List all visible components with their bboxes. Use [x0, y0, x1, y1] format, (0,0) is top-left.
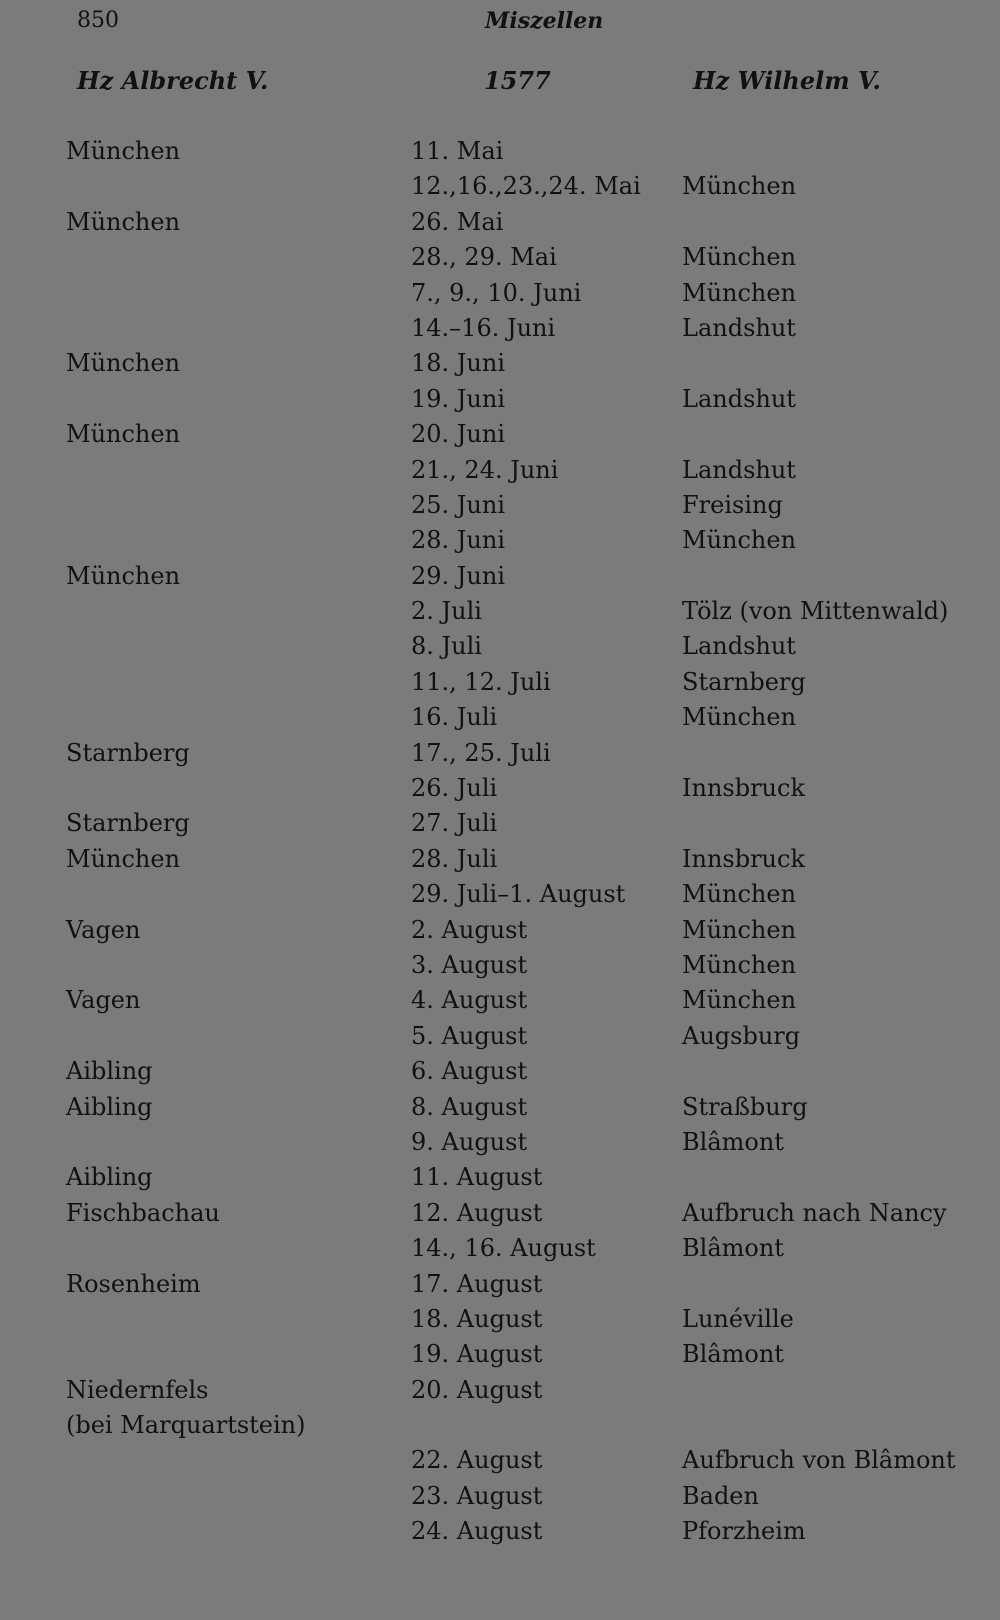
wilhelm-location-cell: Innsbruck: [682, 774, 805, 803]
date-cell: 24. August: [411, 1517, 543, 1546]
date-cell: 5. August: [411, 1021, 528, 1050]
table-row: [0, 1408, 1000, 1443]
date-cell: 7., 9., 10. Juni: [411, 278, 582, 307]
date-cell: 11. August: [411, 1163, 543, 1192]
table-row: [0, 1054, 1000, 1089]
wilhelm-location-cell: Landshut: [682, 632, 796, 661]
running-title: Miszellen: [485, 8, 604, 34]
date-cell: 28., 29. Mai: [411, 243, 557, 272]
table-row: [0, 771, 1000, 806]
date-cell: 18. Juni: [411, 349, 506, 378]
date-cell: 16. Juli: [411, 703, 498, 732]
table-row: [0, 1125, 1000, 1160]
wilhelm-location-cell: München: [682, 915, 797, 944]
albrecht-location-cell: Niedernfels: [66, 1375, 209, 1404]
date-cell: 17., 25. Juli: [411, 738, 551, 767]
date-cell: 11. Mai: [411, 137, 504, 165]
albrecht-location-cell: Starnberg: [66, 738, 190, 767]
table-row: [0, 700, 1000, 735]
wilhelm-location-cell: München: [682, 243, 797, 272]
albrecht-location-cell: Vagen: [66, 915, 141, 944]
date-cell: 3. August: [411, 950, 528, 979]
albrecht-location-cell: München: [66, 561, 181, 590]
table-row: [0, 1302, 1000, 1337]
table-row: [0, 1479, 1000, 1514]
table-row: [0, 311, 1000, 346]
table-row: [0, 1267, 1000, 1302]
table-row: [0, 488, 1000, 523]
date-cell: 23. August: [411, 1481, 543, 1510]
date-cell: 12.,16.,23.,24. Mai: [411, 172, 641, 201]
table-row: [0, 806, 1000, 841]
wilhelm-location-cell: Landshut: [682, 455, 796, 484]
date-cell: 11., 12. Juli: [411, 667, 551, 696]
wilhelm-location-cell: Lunéville: [682, 1304, 794, 1333]
table-row: [0, 382, 1000, 417]
table-row: [0, 736, 1000, 771]
wilhelm-location-cell: Landshut: [682, 384, 796, 413]
date-cell: 8. August: [411, 1092, 528, 1121]
column-header-year: 1577: [484, 66, 551, 95]
albrecht-location-cell: Fischbachau: [66, 1198, 220, 1227]
table-row: [0, 453, 1000, 488]
table-row: [0, 1231, 1000, 1266]
table-row: [0, 1160, 1000, 1195]
date-cell: 27. Juli: [411, 809, 498, 838]
date-cell: 18. August: [411, 1304, 543, 1333]
table-row: [0, 1443, 1000, 1478]
table-row: [0, 665, 1000, 700]
column-header-albrecht: Hz Albrecht V.: [77, 66, 269, 95]
wilhelm-location-cell: Baden: [682, 1481, 759, 1510]
date-cell: 2. Juli: [411, 597, 482, 626]
date-cell: 29. Juni: [411, 561, 506, 590]
wilhelm-location-cell: Innsbruck: [682, 844, 805, 873]
itinerary-table: [0, 134, 1000, 1550]
albrecht-location-cell: Aibling: [66, 1057, 153, 1086]
albrecht-location-cell: Aibling: [66, 1092, 153, 1121]
table-row: [0, 134, 1000, 169]
date-cell: 12. August: [411, 1198, 543, 1227]
table-row: [0, 346, 1000, 381]
date-cell: 4. August: [411, 986, 528, 1015]
albrecht-location-cell: Vagen: [66, 986, 141, 1015]
date-cell: 9. August: [411, 1127, 528, 1156]
albrecht-location-cell: (bei Marquartstein): [66, 1411, 306, 1440]
table-row: [0, 169, 1000, 204]
wilhelm-location-cell: Aufbruch nach Nancy: [682, 1198, 947, 1227]
table-row: [0, 1090, 1000, 1125]
wilhelm-location-cell: Starnberg: [682, 667, 806, 696]
date-cell: 26. Juli: [411, 774, 498, 803]
wilhelm-location-cell: München: [682, 278, 797, 307]
albrecht-location-cell: München: [66, 844, 181, 873]
date-cell: 14.–16. Juni: [411, 313, 556, 342]
wilhelm-location-cell: Blâmont: [682, 1234, 784, 1263]
wilhelm-location-cell: Straßburg: [682, 1092, 808, 1121]
date-cell: 28. Juni: [411, 526, 506, 555]
wilhelm-location-cell: Pforzheim: [682, 1517, 806, 1546]
albrecht-location-cell: München: [66, 349, 181, 378]
albrecht-location-cell: München: [66, 207, 181, 236]
table-row: [0, 877, 1000, 912]
table-row: [0, 276, 1000, 311]
wilhelm-location-cell: Tölz (von Mittenwald): [682, 597, 949, 626]
table-row: [0, 842, 1000, 877]
date-cell: 14., 16. August: [411, 1234, 596, 1263]
date-cell: 6. August: [411, 1057, 528, 1086]
date-cell: 28. Juli: [411, 844, 498, 873]
wilhelm-location-cell: Landshut: [682, 313, 796, 342]
date-cell: 26. Mai: [411, 207, 504, 236]
wilhelm-location-cell: München: [682, 986, 797, 1015]
albrecht-location-cell: München: [66, 137, 181, 165]
date-cell: 20. August: [411, 1375, 543, 1404]
albrecht-location-cell: Aibling: [66, 1163, 153, 1192]
albrecht-location-cell: Starnberg: [66, 809, 190, 838]
wilhelm-location-cell: Augsburg: [682, 1021, 801, 1050]
table-row: [0, 983, 1000, 1018]
wilhelm-location-cell: München: [682, 526, 797, 555]
date-cell: 21., 24. Juni: [411, 455, 559, 484]
table-row: [0, 1337, 1000, 1372]
table-row: [0, 1196, 1000, 1231]
wilhelm-location-cell: Blâmont: [682, 1127, 784, 1156]
date-cell: 29. Juli–1. August: [411, 880, 626, 909]
table-row: [0, 948, 1000, 983]
date-cell: 8. Juli: [411, 632, 482, 661]
albrecht-location-cell: München: [66, 420, 181, 449]
wilhelm-location-cell: München: [682, 950, 797, 979]
date-cell: 17. August: [411, 1269, 543, 1298]
table-row: [0, 523, 1000, 558]
wilhelm-location-cell: München: [682, 703, 797, 732]
table-row: [0, 913, 1000, 948]
table-row: [0, 559, 1000, 594]
date-cell: 22. August: [411, 1446, 543, 1475]
page-number: 850: [77, 8, 119, 33]
date-cell: 19. Juni: [411, 384, 506, 413]
table-row: [0, 240, 1000, 275]
date-cell: 25. Juni: [411, 490, 506, 519]
table-row: [0, 629, 1000, 664]
column-header-wilhelm: Hz Wilhelm V.: [693, 66, 881, 95]
table-row: [0, 1373, 1000, 1408]
wilhelm-location-cell: Aufbruch von Blâmont: [682, 1446, 956, 1475]
table-row: [0, 1019, 1000, 1054]
wilhelm-location-cell: Freising: [682, 490, 783, 519]
wilhelm-location-cell: München: [682, 172, 797, 201]
date-cell: 19. August: [411, 1340, 543, 1369]
wilhelm-location-cell: München: [682, 880, 797, 909]
date-cell: 20. Juni: [411, 420, 506, 449]
table-row: [0, 205, 1000, 240]
date-cell: 2. August: [411, 915, 528, 944]
albrecht-location-cell: Rosenheim: [66, 1269, 201, 1298]
table-row: [0, 1514, 1000, 1549]
table-row: [0, 417, 1000, 452]
table-row: [0, 594, 1000, 629]
wilhelm-location-cell: Blâmont: [682, 1340, 784, 1369]
